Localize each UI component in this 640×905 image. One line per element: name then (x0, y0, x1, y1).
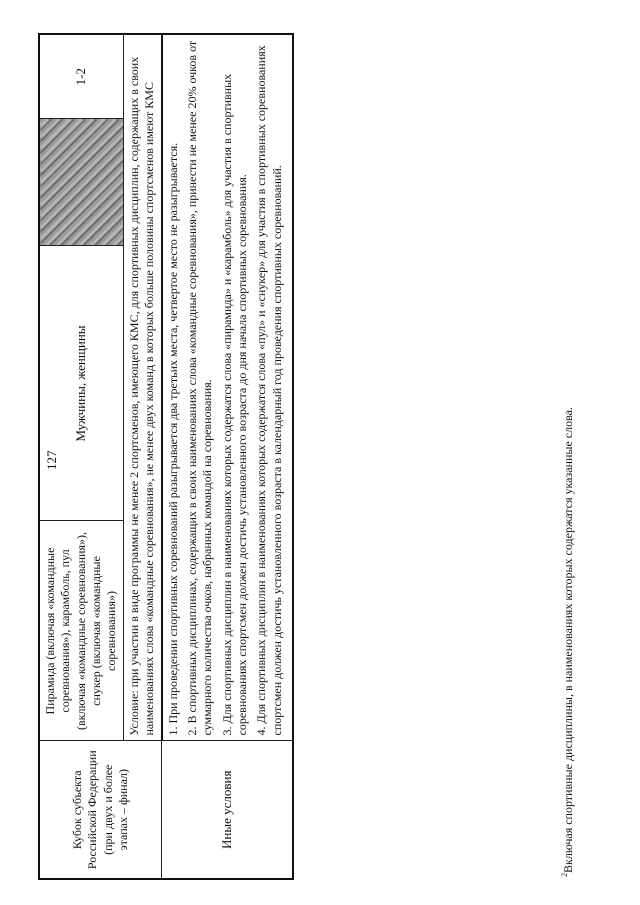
other-condition-item: 1. При проведении спортивных соревнований разыгрывается два третьих места, четвертое место не разыгрывается. (165, 142, 180, 736)
other-condition-item: 2. В спортивных дисциплинах, содержащих в своих наименованиях слова «командные соревнования», принести не менее 20% очков от суммарного количества очков, набранных командой на соревнования. (184, 40, 215, 736)
footnote-text: Включая спортивные дисциплины, в наименованиях которых содержатся указанные слова. (561, 407, 575, 873)
other-condition-item: 3. Для спортивных дисциплин в наименованиях которых содержатся слова «пирамида» и «карамболь» для участия в спортивных соревнованиях спортсмен должен достичь установленного возраста до дня начала спортивных соревнования. (219, 73, 249, 736)
other-conditions-label: Иные условия (162, 741, 294, 879)
condition-cell: Условие: при участии в виде программы не менее 2 спортсменов, имеющего КМС, для спортивных дисциплин, содержащих в своих наименованиях слова «командные соревнования», не менее двух команд в которых больше половины спортсменов имеют КМС (123, 34, 161, 741)
table-row (39, 34, 123, 879)
age-cell-redacted (39, 119, 123, 246)
other-condition-item: 4. Для спортивных дисциплин в наименованиях которых содержатся слова «пул» и «снукер» для участия в спортивных соревнованиях спортсмен должен достичь установленного возраста в календарный год проведения спортивных соревнований. (254, 45, 284, 736)
page-number: 127 (44, 450, 59, 470)
quantity-cell: 1-2 (39, 34, 123, 119)
discipline-cell: Пирамида (включая «командные соревнования»), карамболь, пул (включая «командные соревнования»), снукер (включая «командные соревнования») (39, 521, 123, 741)
event-name-cell: Кубок субъекта Российской Федерации (при двух и более этапах – финал) (39, 741, 162, 879)
table-row (162, 34, 294, 879)
footnote-marker: 2 (560, 873, 569, 877)
gender-cell: Мужчины, женщины (39, 246, 123, 521)
footnote (560, 407, 576, 877)
other-conditions-cell (162, 34, 294, 741)
competition-table (38, 33, 294, 880)
